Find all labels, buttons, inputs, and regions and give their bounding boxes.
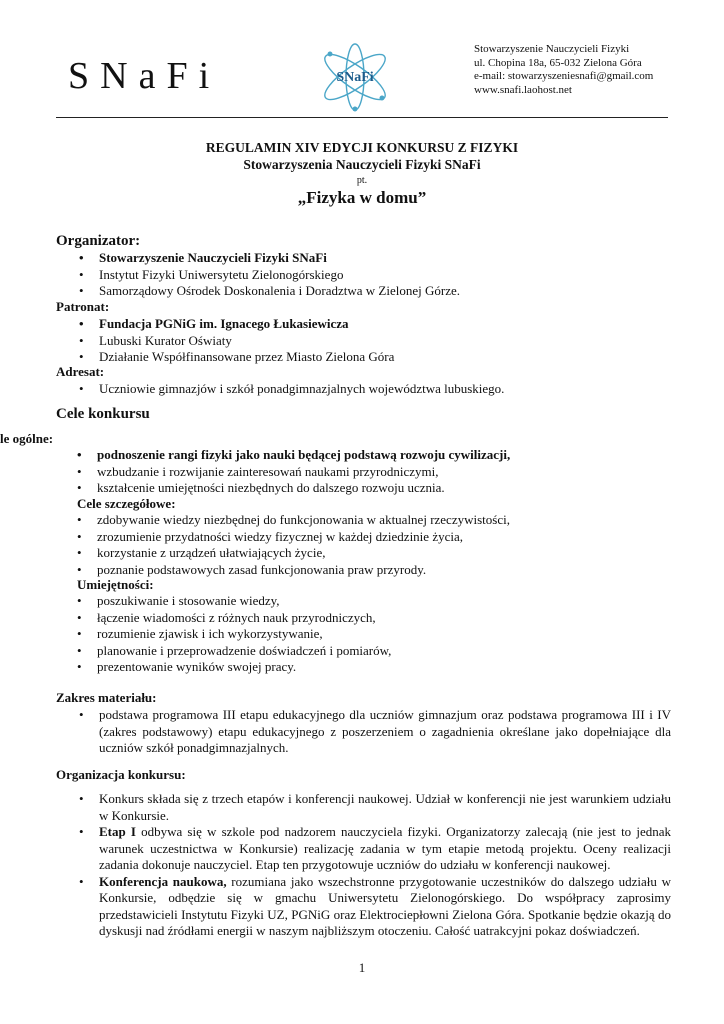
adresat-heading: Adresat: (56, 364, 105, 379)
list-item: • wzbudzanie i rozwijanie zainteresowań naukami przyrodniczymi, (77, 464, 669, 481)
contest-name: „Fizyka w domu” (297, 188, 427, 207)
list-item: • podstawa programowa III etapu edukacyjnego dla uczniów gimnazjum oraz podstawa programowa III i IV (zakres podstawowy) etapu edukacyjnego z poszerzeniem o zagadnienia określane jako dopełniające dla uczniów szkół ponadgimnazjalnych. (79, 707, 671, 757)
contact-block (474, 43, 653, 97)
list-item: • kształcenie umiejętności niezbędnych do dalszego rozwoju ucznia. (77, 480, 669, 497)
list-item: • planowanie i przeprowadzenie doświadczeń i pomiarów, (77, 643, 669, 660)
list-item: • Działanie Współfinansowane przez Miasto Zielona Góra (79, 349, 671, 366)
list-item (79, 824, 671, 874)
cele-ogolne-label: le ogólne: (0, 431, 54, 446)
list-item: • Uczniowie gimnazjów i szkół ponadgimnazjalnych województwa lubuskiego. (79, 381, 671, 398)
organizacja-heading: Organizacja konkursu: (56, 767, 186, 782)
umiejetnosci-label: Umiejętności: (77, 577, 154, 592)
cele-szczegolowe-label: Cele szczegółowe: (77, 496, 176, 511)
cele-szczegolowe-list (77, 512, 669, 578)
zakres-heading: Zakres materiału: (56, 690, 157, 705)
list-item: • rozumienie zjawisk i ich wykorzystywanie, (77, 626, 669, 643)
document-title: REGULAMIN XIV EDYCJI KONKURSU Z FIZYKI (205, 140, 519, 155)
header-divider (56, 117, 668, 118)
adresat-list (79, 381, 671, 398)
list-item: • poszukiwanie i stosowanie wiedzy, (77, 593, 669, 610)
logo-badge-text: SNaFi (336, 70, 374, 85)
title-pt: pt. (356, 175, 368, 186)
list-item: • Stowarzyszenie Nauczycieli Fizyki SNaFi (79, 250, 671, 267)
list-item: • zdobywanie wiedzy niezbędnej do funkcjonowania w aktualnej rzeczywistości, (77, 512, 669, 529)
list-item: • zrozumienie przydatności wiedzy fizycznej w każdej dziedzinie życia, (77, 529, 669, 546)
etap-label: Etap I (99, 824, 136, 839)
list-item: • Konkurs składa się z trzech etapów i konferencji naukowej. Udział w konferencji nie jest warunkiem udziału w Konkursie. (79, 791, 671, 824)
contact-address: ul. Chopina 18a, 65-032 Zielona Góra (474, 56, 642, 69)
list-item: • Samorządowy Ośrodek Doskonalenia i Doradztwa w Zielonej Górze. (79, 283, 671, 300)
list-item: • Instytut Fizyki Uniwersytetu Zielonogórskiego (79, 267, 671, 284)
etap-text: odbywa się w szkole pod nadzorem nauczyciela fizyki. Organizatorzy zalecają (nie jest to jednak warunek uczestnictwa w Konkursie) realizację zadania w tym etapie metodą projektu. Oceny realizacji zadania dokonuje nauczyciel. Etap ten przygotowuje uczniów do udziału w konferencji naukowej. (99, 824, 671, 872)
patronat-list (79, 316, 671, 366)
organizacja-list (79, 791, 671, 940)
umiejetnosci-list (77, 593, 669, 676)
contact-org: Stowarzyszenie Nauczycieli Fizyki (474, 43, 630, 55)
logo-wordmark: SNaFi (68, 55, 221, 97)
zakres-list (79, 707, 671, 757)
organizator-list (79, 250, 671, 300)
list-item: • podnoszenie rangi fizyki jako nauki będącej podstawą rozwoju cywilizacji, (77, 447, 669, 464)
list-item: • prezentowanie wyników swojej pracy. (77, 659, 669, 676)
list-item: • Lubuski Kurator Oświaty (79, 333, 671, 350)
organizator-heading: Organizator: (56, 233, 141, 249)
list-item: • poznanie podstawowych zasad funkcjonowania praw przyrody. (77, 562, 669, 579)
list-item: • Fundacja PGNiG im. Ignacego Łukasiewicza (79, 316, 671, 333)
cele-heading: Cele konkursu (56, 406, 150, 422)
konferencja-label: Konferencja naukowa, (99, 873, 227, 889)
list-item: • korzystanie z urządzeń ułatwiających życie, (77, 545, 669, 562)
patronat-heading: Patronat: (56, 299, 110, 314)
contact-website[interactable]: www.snafi.laohost.net (474, 83, 572, 96)
contact-email[interactable]: e-mail: stowarzyszeniesnafi@gmail.com (474, 70, 654, 82)
list-item: • łączenie wiadomości z różnych nauk przyrodniczych, (77, 610, 669, 627)
cele-ogolne-list (77, 447, 669, 497)
list-item (79, 874, 671, 940)
document-subtitle: Stowarzyszenia Nauczycieli Fizyki SNaFi (243, 157, 481, 172)
page-number: 1 (358, 960, 366, 975)
konferencja-text: rozumiana jako wszechstronne przygotowanie uczestników do dalszego udziału w Konkursie, odbędzie się w gmachu Uniwersytetu Zielonogórskiego. Do współpracy zaprosimy przedstawicieli Instytutu Fizyki UZ, PGNiG oraz Elektrociepłowni Zielona Góra. Spotkanie będzie okazją do dyskusji nad źródłami energii w naszym najbliższym otoczeniu. Całość uatrakcyjni pokaz doświadczeń. (99, 873, 672, 938)
atom-logo-icon (314, 40, 396, 114)
